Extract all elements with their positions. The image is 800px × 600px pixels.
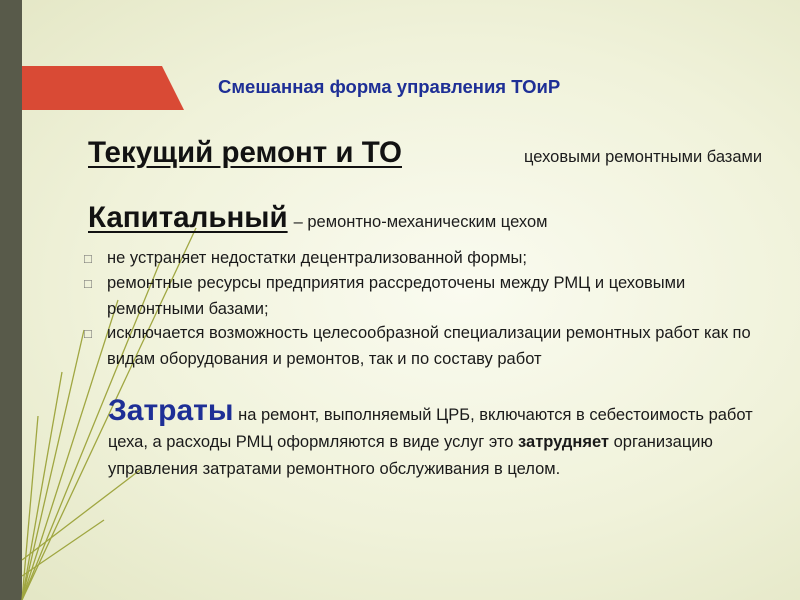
slide-title: Смешанная форма управления ТОиР — [218, 76, 561, 97]
current-repair-heading: Текущий ремонт и ТО — [88, 136, 402, 169]
costs-emphasis: затрудняет — [518, 433, 610, 451]
red-accent-tab — [22, 66, 184, 110]
current-repair-note: цеховыми ремонтными базами — [524, 148, 763, 166]
costs-heading: Затраты — [108, 394, 234, 427]
costs-paragraph — [108, 396, 778, 483]
capital-repair-note: – ремонтно-механическим цехом — [293, 213, 548, 231]
list-item: □ ремонтные ресурсы предприятия рассредоточены между РМЦ и цеховыми ремонтными базами; — [84, 271, 784, 321]
capital-repair-heading: Капитальный — [88, 201, 288, 234]
list-item: □ не устраняет недостатки децентрализованной формы; — [84, 246, 784, 271]
drawbacks-list — [84, 246, 784, 371]
costs-text-1: на ремонт, выполняемый ЦРБ, включаются в себестоимость работ цеха, а расходы РМЦ оформляются в виде услуг это — [108, 406, 753, 451]
costs-text-2: организацию управления затратами ремонтного обслуживания в целом. — [108, 433, 713, 478]
list-item: □ исключается возможность целесообразной специализации ремонтных работ как по видам оборудования и ремонтов, так и по составу работ — [84, 321, 784, 371]
current-repair-row — [88, 136, 402, 170]
capital-repair-row — [88, 201, 547, 235]
